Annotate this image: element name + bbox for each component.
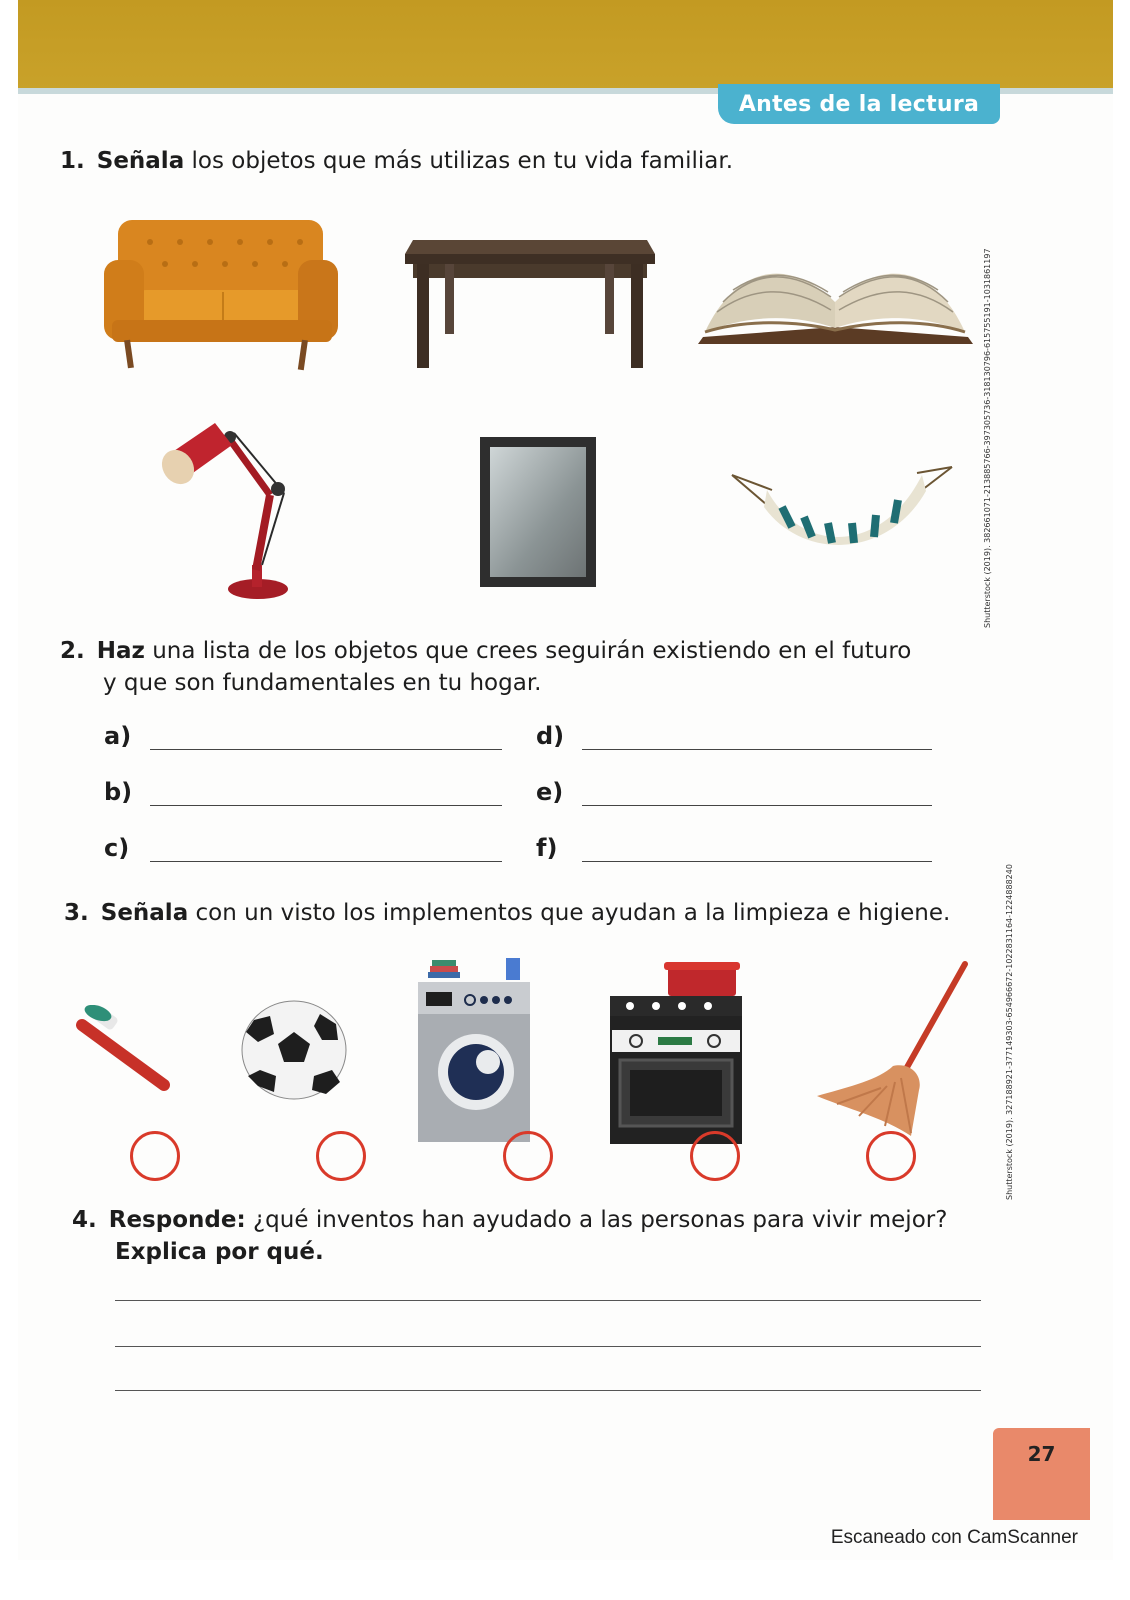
answer-label: e) <box>536 778 564 806</box>
question-text: los objetos que más utilizas en tu vida familiar. <box>184 148 734 174</box>
answer-line[interactable] <box>115 1390 981 1391</box>
answer-blank[interactable] <box>582 804 932 806</box>
question-number: 4. <box>72 1207 97 1233</box>
answer-blank[interactable] <box>150 804 502 806</box>
question-verb: Responde: <box>108 1207 246 1233</box>
answer-line[interactable] <box>115 1300 981 1301</box>
question-text: ¿qué inventos han ayudado a las personas para vivir mejor? <box>245 1207 948 1233</box>
checkbox-circle[interactable] <box>866 1131 916 1181</box>
question-verb: Señala <box>100 900 189 926</box>
header-band <box>18 0 1113 92</box>
question-text: con un visto los implementos que ayudan a la limpieza e higiene. <box>188 900 951 926</box>
checkbox-circle[interactable] <box>690 1131 740 1181</box>
question-4 <box>72 1204 947 1268</box>
answer-row-e <box>536 778 932 806</box>
desk-lamp-icon <box>160 415 310 603</box>
toothbrush-icon <box>72 1005 172 1095</box>
answer-row-a <box>104 722 502 750</box>
question-1 <box>60 145 733 177</box>
checkbox-circle[interactable] <box>316 1131 366 1181</box>
question-text: y que son fundamentales en tu hogar. <box>103 670 542 696</box>
mirror-icon <box>480 437 596 587</box>
answer-line[interactable] <box>115 1346 981 1347</box>
question-verb: Haz <box>96 638 145 664</box>
washing-machine-icon <box>418 958 530 1142</box>
question-verb: Señala <box>96 148 185 174</box>
answer-row-c <box>104 834 502 862</box>
table-icon <box>405 230 655 370</box>
section-tab: Antes de la lectura <box>718 84 1000 124</box>
question-text: Explica por qué. <box>115 1239 324 1265</box>
checkbox-circle[interactable] <box>503 1131 553 1181</box>
answer-label: f) <box>536 834 558 862</box>
answer-blank[interactable] <box>150 860 502 862</box>
hammock-icon <box>712 455 967 555</box>
image-credit: Shutterstock (2019). 327188921-377149303-654966672-1022831164-1224888240 <box>1005 864 1014 1200</box>
answer-label: a) <box>104 722 132 750</box>
answer-label: b) <box>104 778 133 806</box>
question-number: 3. <box>64 900 89 926</box>
answer-blank[interactable] <box>150 748 502 750</box>
question-number: 2. <box>60 638 85 664</box>
page-number: 27 <box>993 1428 1090 1520</box>
answer-row-b <box>104 778 502 806</box>
question-text: una lista de los objetos que crees seguirán existiendo en el futuro <box>144 638 912 664</box>
answer-label: c) <box>104 834 130 862</box>
question-2 <box>60 635 911 699</box>
broom-icon <box>815 958 977 1136</box>
answer-blank[interactable] <box>582 748 932 750</box>
stove-icon <box>610 958 742 1144</box>
question-3 <box>64 897 950 929</box>
answer-blank[interactable] <box>582 860 932 862</box>
question-number: 1. <box>60 148 85 174</box>
answer-label: d) <box>536 722 565 750</box>
answer-row-d <box>536 722 932 750</box>
book-icon <box>693 232 978 350</box>
answer-row-f <box>536 834 932 862</box>
sofa-icon <box>100 212 340 377</box>
soccer-ball-icon <box>240 1000 348 1100</box>
scanner-watermark: Escaneado con CamScanner <box>830 1527 1078 1548</box>
checkbox-circle[interactable] <box>130 1131 180 1181</box>
image-credit: Shutterstock (2019). 382661071-213885766-397305736-318130796-615755191-1031861197 <box>983 248 992 628</box>
